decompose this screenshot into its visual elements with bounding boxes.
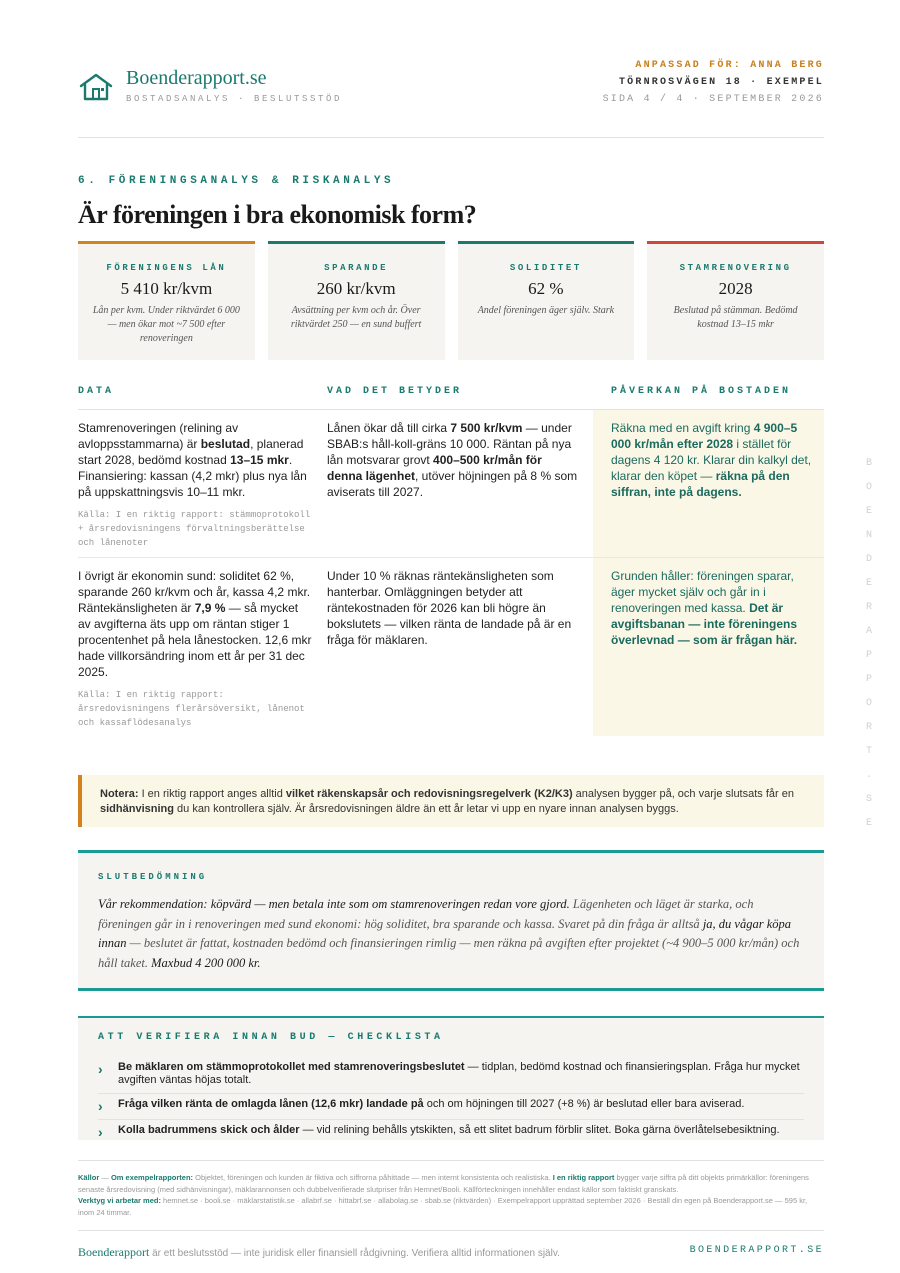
kpi-label: SPARANDE xyxy=(324,263,389,273)
footer-url-link[interactable]: BOENDERAPPORT.SE xyxy=(689,1245,824,1256)
side-letter: E xyxy=(865,506,872,517)
column-header: PÅVERKAN PÅ BOSTADEN xyxy=(611,386,792,397)
brand-name: Boenderapport.se xyxy=(126,67,267,89)
verdict-kicker: SLUTBEDÖMNING xyxy=(98,872,208,882)
checklist-box xyxy=(78,1016,824,1140)
side-letter: T xyxy=(865,746,872,757)
source-note: Källa: I en riktig rapport: årsredovisningens flerårsöversikt, lånenot och kassaflödesanalys xyxy=(78,690,305,728)
side-letter: P xyxy=(865,650,872,661)
kpi-value: 2028 xyxy=(718,279,753,298)
kpi-description: Andel föreningen äger själv. Stark xyxy=(477,305,615,316)
report-meta xyxy=(603,60,824,105)
house-icon xyxy=(78,72,114,102)
kpi-card-loan xyxy=(78,241,255,360)
kpi-description: Avsättning per kvm och år. Över riktvärdet 250 — en sund buffert xyxy=(290,305,422,330)
side-letter: D xyxy=(865,554,872,565)
impact-cell: Grunden håller: föreningen sparar, äger mycket själv och går in i renoveringen med kassa. Det är avgiftsbanan — inte föreningens överlevnad — som är frågan här. xyxy=(593,558,824,736)
page-title: Är föreningen i bra ekonomisk form? xyxy=(78,200,477,229)
verdict-box xyxy=(78,850,824,991)
checklist-item: › Be mäklaren om stämmoprotokollet med stamrenoveringsbeslutet — tidplan, bedömd kostnad och finansieringsplan. Fråga hur mycket avgiften väntas höjas totalt. xyxy=(98,1057,804,1094)
side-watermark xyxy=(862,452,876,836)
side-letter: P xyxy=(865,674,872,685)
meaning-cell: Under 10 % räknas räntekänsligheten som hanterbar. Omläggningen betyder att räntekostnaden för 2026 kan bli högre än bokslutets — vilken ränta de landade på är en fråga för mäklaren. xyxy=(327,569,572,647)
footer-brand: Boenderapport xyxy=(78,1245,150,1259)
tools-line: Verktyg vi arbetar med: hemnet.se · booli.se · mäklarstatistik.se · allabrf.se · hittabrf.se · allabolag.se · sbab.se (riktvärden) · Exempelrapport upprättad september 2026 · Beställ din egen på Boenderapport.se — 595 kr, inom 24 timmar. xyxy=(78,1196,808,1217)
custom-for: ANPASSAD FÖR: ANNA BERG xyxy=(635,60,824,71)
kpi-card-renovation xyxy=(647,241,824,360)
kpi-value: 62 % xyxy=(528,279,564,298)
table-header xyxy=(78,380,824,410)
kpi-card-savings xyxy=(268,241,445,360)
side-letter: S xyxy=(865,794,872,805)
checklist-kicker: ATT VERIFIERA INNAN BUD — CHECKLISTA xyxy=(98,1032,444,1043)
page-indicator: SIDA 4 / 4 · SEPTEMBER 2026 xyxy=(602,94,824,105)
side-letter: . xyxy=(865,770,872,781)
data-cell xyxy=(78,410,327,557)
kpi-value: 5 410 kr/kvm xyxy=(120,279,213,298)
sources xyxy=(78,1160,824,1218)
meaning-cell: Lånen ökar då till cirka 7 500 kr/kvm — under SBAB:s håll-koll-gräns 10 000. Räntan på nya lån motsvarar grovt 400–500 kr/mån för denna lägenhet, utöver höjningen på 8 % som aviserats till 2027. xyxy=(327,421,578,499)
side-letter: O xyxy=(865,482,872,493)
side-letter: O xyxy=(865,698,872,709)
column-header: VAD DET BETYDER xyxy=(327,386,463,397)
note-box: Notera: I en riktig rapport anges alltid vilket räkenskapsår och redovisningsregelverk (K2/K3) analysen bygger på, och varje slutsats får en sidhänvisning du kan kontrollera själv. Är årsredovisningen äldre än ett år letar vi upp en nyare innan analysen byggs. xyxy=(78,775,824,827)
disclaimer: Boenderapport är ett beslutsstöd — inte juridisk eller finansiell rådgivning. Verifiera alltid informationen själv. xyxy=(78,1245,560,1259)
kpi-value: 260 kr/kvm xyxy=(316,279,396,298)
kpi-description: Lån per kvm. Under riktvärdet 6 000 — men ökar mot ~7 500 efter renoveringen xyxy=(92,305,240,344)
page-footer xyxy=(78,1230,824,1260)
source-note: Källa: I en riktig rapport: stämmoprotokoll + årsredovisningens förvaltningsberättelse och lånenoter xyxy=(78,510,311,548)
brand-subtitle: BOSTADSANALYS · BESLUTSSTÖD xyxy=(126,94,343,104)
data-text: Stamrenoveringen (relining av avloppsstammarna) är beslutad, planerad start 2028, bedömd kostnad 13–15 mkr. Finansiering: kassan (4,2 mkr) plus nya lån på uppskattningsvis 10–11 mkr. xyxy=(78,421,307,499)
side-letter: N xyxy=(865,530,872,541)
side-letter: E xyxy=(865,818,872,829)
chevron-right-icon: › xyxy=(98,1061,103,1077)
checklist-item: › Kolla badrummens skick och ålder — vid relining behålls ytskikten, så ett slitet badrum förblir slitet. Boka gärna överlåtelsebesiktning. xyxy=(98,1124,780,1140)
kpi-label: FÖRENINGENS LÅN xyxy=(106,263,227,273)
data-text: I övrigt är ekonomin sund: soliditet 62 %, sparande 260 kr/kvm och år, kassa 4,2 mkr. Räntekänsligheten är 7,9 % — så mycket av avgifterna äts upp om räntan stiger 1 procentenhet på hela lånestocken. 12,6 mkr hade villkorsändring inom ett år per 31 dec 2025. xyxy=(78,569,312,679)
section-kicker: 6. FÖRENINGSANALYS & RISKANALYS xyxy=(78,175,395,187)
kpi-cards xyxy=(78,241,824,360)
kpi-card-solidity xyxy=(458,241,635,360)
sources-line: Källor — Om exempelrapporten: Objektet, föreningen och kunden är fiktiva och siffrorna påhittade — men internt konsistenta och realistiska. I en riktig rapport bygger varje siffra på ditt objekts primärkällor: föreningens senaste årsredovisning (med sidhänvisningar), mäklarannonsen och dubbelverifierade slutpriser från Hemnet/Booli. Källförteckningen innehåller endast källor som faktiskt granskats. xyxy=(78,1173,809,1194)
kpi-description: Beslutad på stämman. Bedömd kostnad 13–15 mkr xyxy=(673,305,798,330)
analysis-table xyxy=(78,380,824,736)
table-row xyxy=(78,558,824,736)
side-letter: A xyxy=(865,626,872,637)
address: TÖRNROSVÄGEN 18 · EXEMPEL xyxy=(618,77,824,88)
chevron-right-icon: › xyxy=(98,1098,103,1114)
table-row xyxy=(78,410,824,558)
side-letter: R xyxy=(865,722,872,733)
data-cell xyxy=(78,558,327,736)
checklist-item: › Fråga vilken ränta de omlagda lånen (12,6 mkr) landade på och om höjningen till 2027 (+8 %) är beslutad eller bara aviserad. xyxy=(98,1094,804,1120)
column-header: DATA xyxy=(78,386,115,397)
kpi-label: STAMRENOVERING xyxy=(679,263,792,273)
side-letter: B xyxy=(865,458,872,469)
verdict-text: Vår rekommendation: köpvärd — men betala inte som om stamrenoveringen redan vore gjord. Lägenheten och läget är starka, och föreningen går in i renoveringen med sund ekonomi: hög soliditet, bra sparande och kassa. Svaret på din fråga är alltså ja, du vågar köpa innan — beslutet är fattat, kostnaden bedömd och finansieringen rimlig — men räkna på avgiften efter projektet (~4 900–5 000 kr/mån) och håll taket. Maxbud 4 200 000 kr. xyxy=(98,897,800,970)
page-header xyxy=(78,58,824,138)
chevron-right-icon: › xyxy=(98,1124,103,1140)
impact-cell: Räkna med en avgift kring 4 900–5 000 kr/mån efter 2028 i stället för dagens 4 120 kr. Klarar din kalkyl det, klarar den köpet — räkna på den siffran, inte på dagens. xyxy=(593,410,824,557)
side-letter: E xyxy=(865,578,872,589)
brand[interactable] xyxy=(78,66,342,104)
side-letter: R xyxy=(865,602,872,613)
kpi-label: SOLIDITET xyxy=(509,263,582,273)
checklist xyxy=(98,1057,804,1145)
